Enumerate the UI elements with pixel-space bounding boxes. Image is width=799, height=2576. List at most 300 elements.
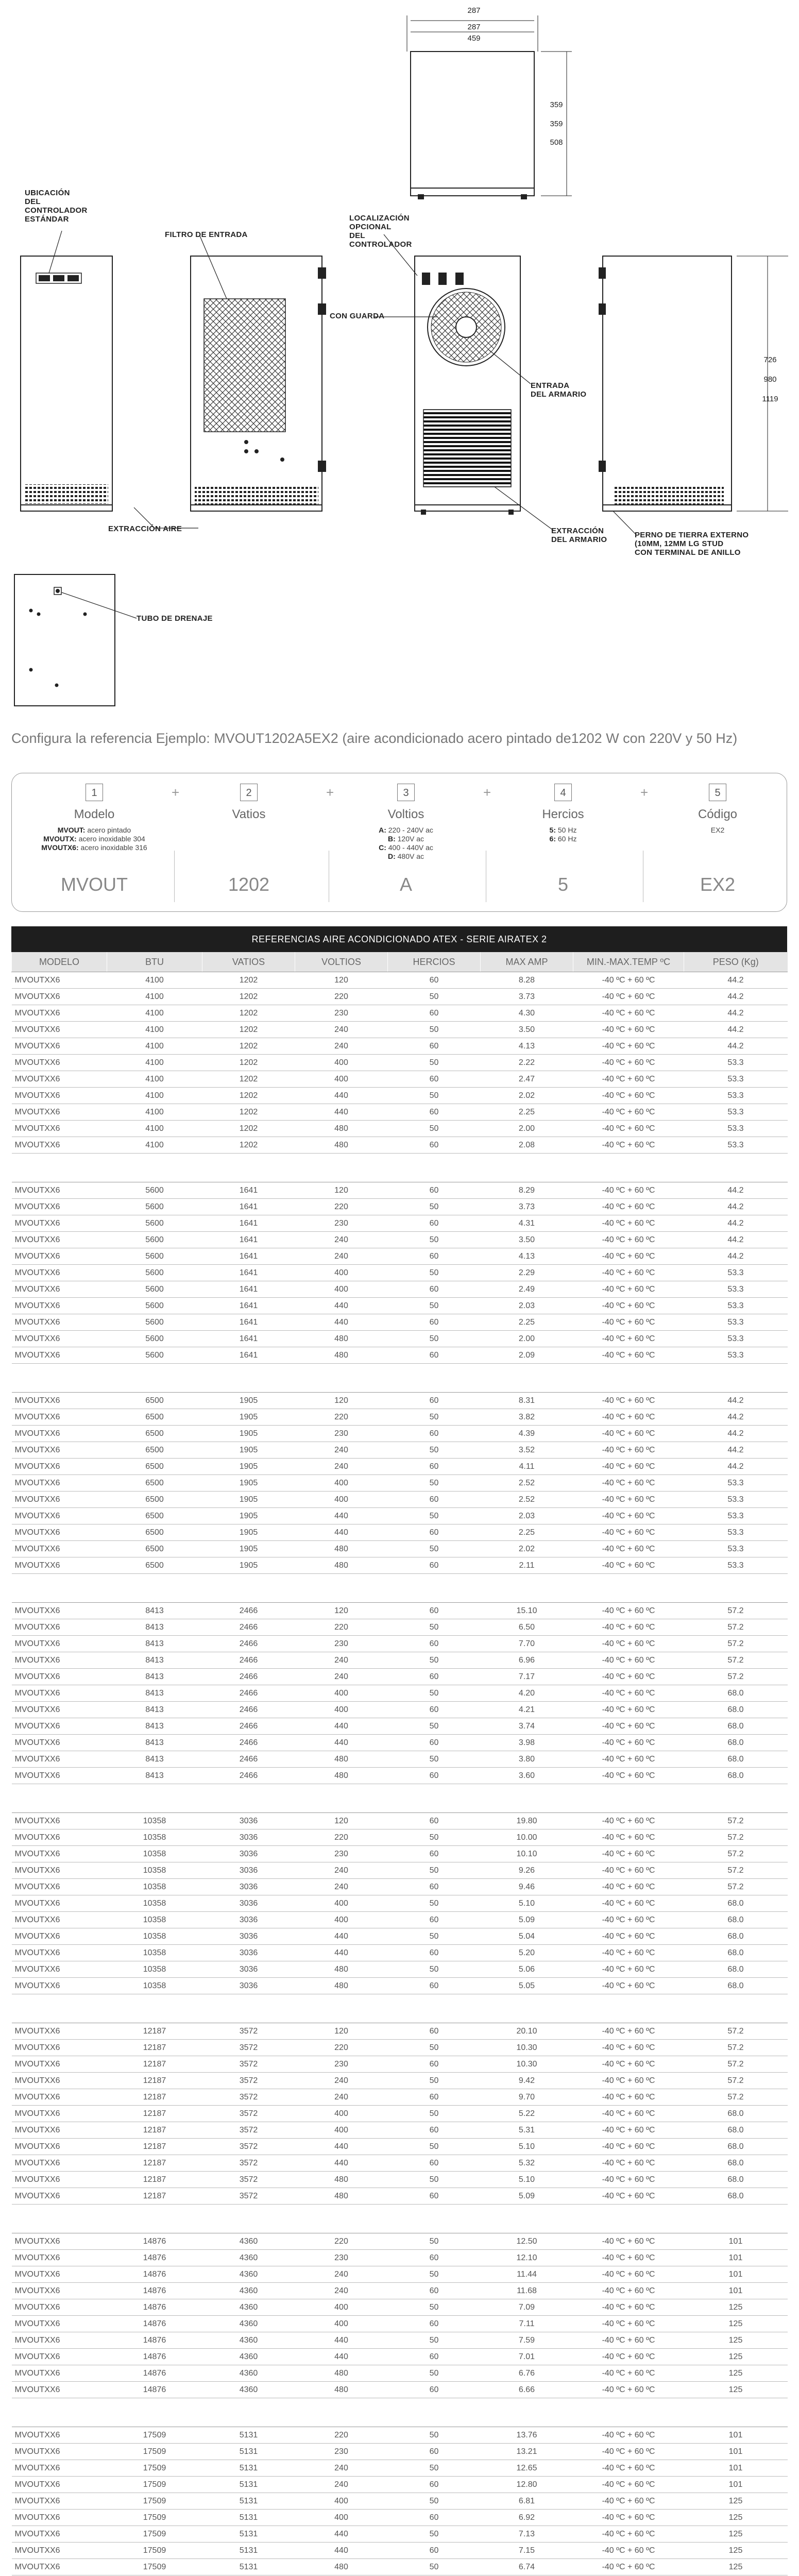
table-cell: 8413 (107, 1751, 202, 1768)
table-cell: 480 (295, 1751, 388, 1768)
table-cell: MVOUTXX6 (12, 1071, 107, 1088)
step-option: A: 220 - 240V ac (379, 826, 433, 834)
table-cell: 4100 (107, 1104, 202, 1121)
table-cell: 2.03 (481, 1298, 573, 1314)
table-cell: MVOUTXX6 (12, 1215, 107, 1232)
rear-view (415, 256, 520, 514)
table-cell: 44.2 (684, 1426, 788, 1442)
table-cell: 3572 (202, 2089, 295, 2106)
group-separator (12, 1784, 788, 1813)
table-cell: 5.31 (481, 2122, 573, 2139)
table-cell: MVOUTXX6 (12, 2477, 107, 2493)
table-cell: 440 (295, 2139, 388, 2155)
table-cell: 5.05 (481, 1978, 573, 1994)
table-cell: 125 (684, 2510, 788, 2526)
table-cell: 2.25 (481, 1314, 573, 1331)
table-cell: MVOUTXX6 (12, 1702, 107, 1718)
table-cell: 480 (295, 1768, 388, 1784)
table-cell: 7.15 (481, 2543, 573, 2559)
table-row (12, 2427, 788, 2444)
table-cell: 3036 (202, 1945, 295, 1961)
table-cell: MVOUTXX6 (12, 1508, 107, 1524)
table-cell: 4.13 (481, 1248, 573, 1265)
step-options (640, 826, 795, 835)
table-cell: MVOUTXX6 (12, 2266, 107, 2283)
table-cell: 1202 (202, 1022, 295, 1038)
table-cell: 2466 (202, 1603, 295, 1619)
table-cell: -40 ºC + 60 ºC (573, 1768, 684, 1784)
table-cell: 68.0 (684, 2188, 788, 2205)
table-cell: 60 (388, 1347, 481, 1364)
table-cell: 230 (295, 2056, 388, 2073)
table-cell: -40 ºC + 60 ºC (573, 2233, 684, 2250)
table-cell: 7.70 (481, 1636, 573, 1652)
table-cell: 220 (295, 2427, 388, 2444)
table-row (12, 1248, 788, 1265)
column-header: PESO (Kg) (684, 952, 788, 972)
table-cell: 400 (295, 2122, 388, 2139)
table-cell: -40 ºC + 60 ºC (573, 2139, 684, 2155)
table-cell: 4.13 (481, 1038, 573, 1055)
table-row (12, 1768, 788, 1784)
table-cell: 1202 (202, 1121, 295, 1137)
table-row (12, 1314, 788, 1331)
label-ground-stud: PERNO DE TIERRA EXTERNO (10MM, 12MM LG STUD CON TERMINAL DE ANILLO (635, 531, 749, 557)
table-cell: MVOUTXX6 (12, 2040, 107, 2056)
table-cell: -40 ºC + 60 ºC (573, 2382, 684, 2398)
table-cell: 60 (388, 2444, 481, 2460)
table-cell: 400 (295, 2493, 388, 2510)
table-cell: MVOUTXX6 (12, 1442, 107, 1459)
leader-lines (49, 231, 636, 618)
table-cell: -40 ºC + 60 ºC (573, 1813, 684, 1829)
table-row (12, 1265, 788, 1281)
table-cell: 12187 (107, 2106, 202, 2122)
table-cell: -40 ºC + 60 ºC (573, 1718, 684, 1735)
table-cell: 53.3 (684, 1071, 788, 1088)
table-cell: 6500 (107, 1524, 202, 1541)
table-cell: -40 ºC + 60 ºC (573, 1508, 684, 1524)
table-cell: MVOUTXX6 (12, 1862, 107, 1879)
table-cell: 101 (684, 2477, 788, 2493)
table-cell: 220 (295, 1619, 388, 1636)
table-cell: 60 (388, 1393, 481, 1409)
table-cell: 1202 (202, 989, 295, 1005)
table-cell: -40 ºC + 60 ºC (573, 1619, 684, 1636)
table-cell: 480 (295, 2382, 388, 2398)
table-cell: -40 ºC + 60 ºC (573, 2089, 684, 2106)
table-cell: 60 (388, 1768, 481, 1784)
step-number: 3 (397, 784, 415, 801)
table-cell: 50 (388, 1685, 481, 1702)
table-cell: 220 (295, 1829, 388, 1846)
table-cell: 14876 (107, 2349, 202, 2365)
table-cell: 14876 (107, 2316, 202, 2332)
table-cell: 57.2 (684, 2023, 788, 2040)
table-row (12, 1702, 788, 1718)
table-cell: 17509 (107, 2477, 202, 2493)
table-row (12, 2283, 788, 2299)
table-cell: 68.0 (684, 1978, 788, 1994)
table-cell: 60 (388, 1182, 481, 1199)
table-row (12, 1928, 788, 1945)
table-row (12, 1652, 788, 1669)
table-cell: MVOUTXX6 (12, 2233, 107, 2250)
table-cell: 230 (295, 2444, 388, 2460)
table-cell: 5600 (107, 1265, 202, 1281)
step-options (329, 826, 483, 861)
table-cell: 50 (388, 1331, 481, 1347)
table-title: REFERENCIAS AIRE ACONDICIONADO ATEX - SERIE AIRATEX 2 (11, 926, 787, 952)
table-cell: 5600 (107, 1347, 202, 1364)
table-cell: -40 ºC + 60 ºC (573, 1298, 684, 1314)
table-cell: 1641 (202, 1347, 295, 1364)
table-row (12, 1961, 788, 1978)
table-cell: 480 (295, 2365, 388, 2382)
table-cell: -40 ºC + 60 ºC (573, 2460, 684, 2477)
table-cell: 53.3 (684, 1314, 788, 1331)
column-header: BTU (107, 952, 202, 972)
table-cell: 10358 (107, 1829, 202, 1846)
table-cell: -40 ºC + 60 ºC (573, 1524, 684, 1541)
dimension-depth-2: 359 (550, 120, 563, 128)
table-cell: 53.3 (684, 1298, 788, 1314)
table-cell: 68.0 (684, 2106, 788, 2122)
table-cell: 1202 (202, 972, 295, 989)
table-cell: -40 ºC + 60 ºC (573, 1248, 684, 1265)
plus-icon: + (326, 785, 334, 800)
table-row (12, 2316, 788, 2332)
table-cell: -40 ºC + 60 ºC (573, 1022, 684, 1038)
table-row (12, 1055, 788, 1071)
table-cell: 50 (388, 1298, 481, 1314)
table-cell: 1641 (202, 1331, 295, 1347)
table-cell: -40 ºC + 60 ºC (573, 2172, 684, 2188)
table-row (12, 1426, 788, 1442)
table-cell: -40 ºC + 60 ºC (573, 1702, 684, 1718)
table-cell: 2466 (202, 1619, 295, 1636)
table-cell: MVOUTXX6 (12, 989, 107, 1005)
table-cell: -40 ºC + 60 ºC (573, 2023, 684, 2040)
table-cell: 3572 (202, 2106, 295, 2122)
table-cell: -40 ºC + 60 ºC (573, 1347, 684, 1364)
table-cell: 2.25 (481, 1524, 573, 1541)
table-cell: 480 (295, 1331, 388, 1347)
table-cell: 50 (388, 2493, 481, 2510)
table-cell: 220 (295, 1199, 388, 1215)
table-row (12, 1215, 788, 1232)
table-cell: -40 ºC + 60 ºC (573, 1104, 684, 1121)
table-cell: MVOUTXX6 (12, 1232, 107, 1248)
table-cell: 60 (388, 2188, 481, 2205)
table-cell: 400 (295, 1895, 388, 1912)
table-row (12, 1829, 788, 1846)
table-cell: 440 (295, 2332, 388, 2349)
table-cell: 60 (388, 1636, 481, 1652)
table-cell: -40 ºC + 60 ºC (573, 1961, 684, 1978)
table-cell: 5600 (107, 1281, 202, 1298)
table-cell: 4360 (202, 2382, 295, 2398)
column-header: HERCIOS (388, 952, 481, 972)
table-cell: 6.96 (481, 1652, 573, 1669)
column-header: MAX AMP (481, 952, 573, 972)
table-cell: 68.0 (684, 1768, 788, 1784)
table-cell: 60 (388, 2316, 481, 2332)
table-row (12, 2139, 788, 2155)
table-cell: 125 (684, 2526, 788, 2543)
table-cell: 3.60 (481, 1768, 573, 1784)
table-cell: 480 (295, 1961, 388, 1978)
table-cell: -40 ºC + 60 ºC (573, 1541, 684, 1557)
table-cell: 240 (295, 1442, 388, 1459)
table-cell: 480 (295, 2172, 388, 2188)
table-cell: 44.2 (684, 1022, 788, 1038)
step-option: D: 480V ac (387, 852, 424, 860)
table-row (12, 2266, 788, 2283)
table-cell: -40 ºC + 60 ºC (573, 2316, 684, 2332)
technical-drawing (0, 0, 799, 721)
table-cell: 68.0 (684, 1895, 788, 1912)
table-cell: -40 ºC + 60 ºC (573, 2106, 684, 2122)
table-cell: 10358 (107, 1945, 202, 1961)
table-cell: 60 (388, 1137, 481, 1154)
table-cell: -40 ºC + 60 ºC (573, 1751, 684, 1768)
table-cell: -40 ºC + 60 ºC (573, 1071, 684, 1088)
table-cell: 480 (295, 1347, 388, 1364)
table-cell: 50 (388, 2233, 481, 2250)
table-cell: 125 (684, 2559, 788, 2575)
table-cell: 60 (388, 972, 481, 989)
table-cell: 4100 (107, 1055, 202, 1071)
table-cell: 12187 (107, 2073, 202, 2089)
table-cell: MVOUTXX6 (12, 2332, 107, 2349)
table-cell: 1641 (202, 1199, 295, 1215)
table-cell: 400 (295, 2106, 388, 2122)
table-cell: -40 ºC + 60 ºC (573, 1879, 684, 1895)
table-cell: 68.0 (684, 1912, 788, 1928)
table-cell: 480 (295, 1978, 388, 1994)
table-row (12, 2477, 788, 2493)
table-cell: 68.0 (684, 1928, 788, 1945)
table-cell: 17509 (107, 2526, 202, 2543)
table-cell: 480 (295, 1137, 388, 1154)
step-option: MVOUTX6: acero inoxidable 316 (41, 843, 147, 852)
table-cell: 50 (388, 1751, 481, 1768)
dimension-top-width-3: 459 (467, 34, 481, 43)
table-cell: 17509 (107, 2510, 202, 2526)
table-cell: 13.21 (481, 2444, 573, 2460)
table-cell: MVOUTXX6 (12, 2460, 107, 2477)
table-cell: 480 (295, 2559, 388, 2575)
table-cell: 7.13 (481, 2526, 573, 2543)
step-number: 4 (554, 784, 572, 801)
table-cell: -40 ºC + 60 ºC (573, 1055, 684, 1071)
table-cell: -40 ºC + 60 ºC (573, 2332, 684, 2349)
table-cell: MVOUTXX6 (12, 2172, 107, 2188)
table-cell: 12.10 (481, 2250, 573, 2266)
table-cell: 5600 (107, 1248, 202, 1265)
table-cell: 60 (388, 1248, 481, 1265)
table-cell: 57.2 (684, 1879, 788, 1895)
table-row (12, 2444, 788, 2460)
table-cell: 3572 (202, 2188, 295, 2205)
dimension-height-1: 726 (763, 355, 777, 364)
table-header-row (12, 952, 788, 972)
table-cell: 5.32 (481, 2155, 573, 2172)
table-cell: 44.2 (684, 1215, 788, 1232)
table-cell: 4100 (107, 1088, 202, 1104)
table-cell: 5.10 (481, 1895, 573, 1912)
table-cell: 12187 (107, 2139, 202, 2155)
table-cell: 480 (295, 1541, 388, 1557)
table-cell: 120 (295, 1603, 388, 1619)
table-cell: 5600 (107, 1314, 202, 1331)
table-cell: 50 (388, 1409, 481, 1426)
table-cell: 50 (388, 1961, 481, 1978)
table-cell: MVOUTXX6 (12, 1055, 107, 1071)
table-cell: -40 ºC + 60 ºC (573, 1557, 684, 1574)
table-cell: 5.22 (481, 2106, 573, 2122)
table-cell: 5131 (202, 2526, 295, 2543)
table-row (12, 1524, 788, 1541)
table-cell: 60 (388, 2023, 481, 2040)
table-row (12, 1071, 788, 1088)
table-cell: MVOUTXX6 (12, 2382, 107, 2398)
table-cell: 5600 (107, 1232, 202, 1248)
table-cell: 57.2 (684, 2056, 788, 2073)
table-cell: MVOUTXX6 (12, 2106, 107, 2122)
table-cell: 3036 (202, 1879, 295, 1895)
table-cell: 60 (388, 1215, 481, 1232)
table-cell: MVOUTXX6 (12, 1928, 107, 1945)
table-cell: 44.2 (684, 1005, 788, 1022)
table-cell: 1641 (202, 1265, 295, 1281)
table-cell: 10.00 (481, 1829, 573, 1846)
table-cell: 50 (388, 2299, 481, 2316)
table-row (12, 1475, 788, 1492)
table-cell: 44.2 (684, 1199, 788, 1215)
table-cell: 120 (295, 2023, 388, 2040)
table-cell: 60 (388, 1669, 481, 1685)
dimension-height-3: 1119 (762, 395, 778, 403)
table-row (12, 1038, 788, 1055)
table-cell: 10358 (107, 1978, 202, 1994)
table-cell: MVOUTXX6 (12, 2316, 107, 2332)
table-cell: 5600 (107, 1215, 202, 1232)
table-cell: 68.0 (684, 1685, 788, 1702)
table-cell: 50 (388, 2365, 481, 2382)
table-cell: -40 ºC + 60 ºC (573, 1652, 684, 1669)
table-cell: 8413 (107, 1652, 202, 1669)
table-row (12, 2543, 788, 2559)
table-cell: 2466 (202, 1636, 295, 1652)
table-cell: 1905 (202, 1508, 295, 1524)
table-cell: MVOUTXX6 (12, 1524, 107, 1541)
table-cell: 5131 (202, 2543, 295, 2559)
table-cell: 7.09 (481, 2299, 573, 2316)
table-cell: -40 ºC + 60 ºC (573, 1475, 684, 1492)
table-cell: 230 (295, 1846, 388, 1862)
table-cell: 5.04 (481, 1928, 573, 1945)
table-cell: 240 (295, 1862, 388, 1879)
table-cell: 3.74 (481, 1718, 573, 1735)
group-separator (12, 1574, 788, 1603)
table-cell: 125 (684, 2382, 788, 2398)
table-row (12, 1945, 788, 1961)
table-cell: -40 ºC + 60 ºC (573, 1735, 684, 1751)
table-cell: 50 (388, 2172, 481, 2188)
table-row (12, 1508, 788, 1524)
table-cell: 50 (388, 1199, 481, 1215)
table-cell: 60 (388, 2250, 481, 2266)
table-cell: 53.3 (684, 1347, 788, 1364)
table-cell: MVOUTXX6 (12, 1409, 107, 1426)
table-cell: 14876 (107, 2233, 202, 2250)
table-cell: 400 (295, 2316, 388, 2332)
table-cell: 101 (684, 2427, 788, 2444)
table-cell: 101 (684, 2233, 788, 2250)
table-cell: 240 (295, 2460, 388, 2477)
table-cell: 60 (388, 2283, 481, 2299)
table-cell: 53.3 (684, 1121, 788, 1137)
table-cell: 17509 (107, 2427, 202, 2444)
group-separator (12, 1364, 788, 1393)
table-cell: 400 (295, 1281, 388, 1298)
table-cell: 10358 (107, 1862, 202, 1879)
table-cell: 400 (295, 1055, 388, 1071)
table-row (12, 1442, 788, 1459)
table-cell: 50 (388, 1475, 481, 1492)
table-cell: 400 (295, 1265, 388, 1281)
table-cell: -40 ºC + 60 ºC (573, 1846, 684, 1862)
table-row (12, 1331, 788, 1347)
table-cell: MVOUTXX6 (12, 1314, 107, 1331)
table-cell: 19.80 (481, 1813, 573, 1829)
table-cell: 8413 (107, 1702, 202, 1718)
table-cell: 60 (388, 1005, 481, 1022)
table-cell: 2.02 (481, 1088, 573, 1104)
table-cell: -40 ºC + 60 ºC (573, 2250, 684, 2266)
table-cell: 60 (388, 2349, 481, 2365)
table-cell: 220 (295, 989, 388, 1005)
table-cell: -40 ºC + 60 ºC (573, 1232, 684, 1248)
bottom-view (14, 574, 115, 706)
table-cell: 1905 (202, 1492, 295, 1508)
table-cell: 50 (388, 1088, 481, 1104)
table-cell: 2466 (202, 1718, 295, 1735)
table-cell: 220 (295, 1409, 388, 1426)
table-cell: 3572 (202, 2056, 295, 2073)
table-row (12, 1459, 788, 1475)
table-cell: 101 (684, 2460, 788, 2477)
table-cell: 2466 (202, 1702, 295, 1718)
table-cell: 480 (295, 1121, 388, 1137)
table-cell: 5131 (202, 2427, 295, 2444)
table-cell: 53.3 (684, 1492, 788, 1508)
table-cell: 50 (388, 2460, 481, 2477)
table-cell: MVOUTXX6 (12, 2543, 107, 2559)
table-cell: 10.30 (481, 2056, 573, 2073)
table-row (12, 2559, 788, 2575)
table-cell: 2.08 (481, 1137, 573, 1154)
table-cell: 50 (388, 2073, 481, 2089)
table-cell: 6500 (107, 1508, 202, 1524)
table-cell: 5.10 (481, 2172, 573, 2188)
table-row (12, 1347, 788, 1364)
table-cell: 53.3 (684, 1557, 788, 1574)
table-cell: 60 (388, 2477, 481, 2493)
table-cell: -40 ºC + 60 ºC (573, 2349, 684, 2365)
